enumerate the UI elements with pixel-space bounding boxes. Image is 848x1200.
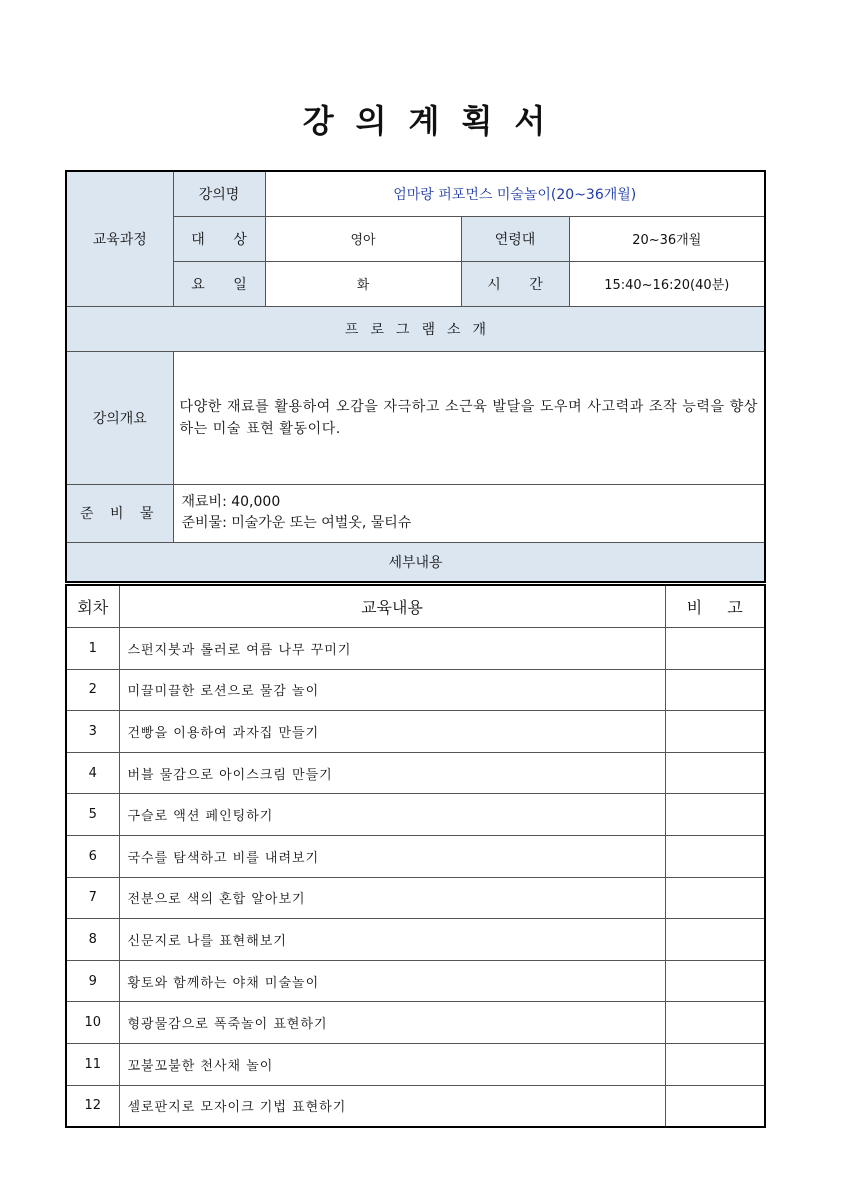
session-note [665,919,765,961]
session-note [665,752,765,794]
session-number: 8 [66,919,119,961]
session-number: 6 [66,835,119,877]
session-number: 9 [66,960,119,1002]
time-label: 시 간 [461,261,569,306]
course-info-table [65,170,766,583]
details-header: 세부내용 [66,542,765,582]
session-number: 7 [66,877,119,919]
session-number: 3 [66,711,119,753]
table-row [66,919,765,961]
session-note [665,1043,765,1085]
overview-label: 강의개요 [66,351,173,484]
session-note [665,794,765,836]
session-number: 11 [66,1043,119,1085]
session-content: 건빵을 이용하여 과자집 만들기 [119,711,665,753]
session-number: 10 [66,1002,119,1044]
col-session-header: 회차 [66,585,119,628]
session-content: 미끌미끌한 로션으로 물감 놀이 [119,669,665,711]
supplies-label: 준 비 물 [66,484,173,542]
session-note [665,628,765,670]
session-content: 전분으로 색의 혼합 알아보기 [119,877,665,919]
course-name-label: 강의명 [173,171,265,216]
table-row [66,752,765,794]
table-row [66,711,765,753]
supplies-cell [173,484,765,542]
program-intro-header: 프로그램소개 [66,306,765,351]
supplies-fee: 재료비: 40,000 [181,494,281,510]
session-content: 황토와 함께하는 야채 미술놀이 [119,960,665,1002]
page-title: 강의계획서 [302,102,568,140]
session-content: 버블 물감으로 아이스크림 만들기 [119,752,665,794]
table-row [66,628,765,670]
session-number: 2 [66,669,119,711]
table-row [66,960,765,1002]
day-value: 화 [265,261,461,306]
session-number: 5 [66,794,119,836]
session-note [665,960,765,1002]
session-content: 국수를 탐색하고 비를 내려보기 [119,835,665,877]
session-number: 4 [66,752,119,794]
session-content: 구슬로 액션 페인팅하기 [119,794,665,836]
session-content: 신문지로 나를 표현해보기 [119,919,665,961]
table-row [66,1043,765,1085]
supplies-items: 준비물: 미술가운 또는 여벌옷, 물티슈 [181,515,412,531]
table-row [66,794,765,836]
course-name-value: 엄마랑 퍼포먼스 미술놀이(20~36개월) [265,171,765,216]
session-content: 형광물감으로 폭죽놀이 표현하기 [119,1002,665,1044]
session-content: 스펀지붓과 롤러로 여름 나무 꾸미기 [119,628,665,670]
age-label: 연령대 [461,216,569,261]
session-note [665,1085,765,1127]
session-content: 셀로판지로 모자이크 기법 표현하기 [119,1085,665,1127]
target-label: 대 상 [173,216,265,261]
table-row [66,669,765,711]
age-value: 20~36개월 [569,216,765,261]
session-note [665,877,765,919]
table-row [66,835,765,877]
session-note [665,669,765,711]
details-table [65,584,766,1128]
col-content-header: 교육내용 [119,585,665,628]
session-note [665,1002,765,1044]
table-row [66,1085,765,1127]
overview-text: 다양한 재료를 활용하여 오감을 자극하고 소근육 발달을 도우며 사고력과 조작 능력을 향상하는 미술 표현 활동이다. [173,351,765,484]
course-section-label: 교육과정 [66,171,173,306]
time-value: 15:40~16:20(40분) [569,261,765,306]
session-number: 12 [66,1085,119,1127]
table-row [66,1002,765,1044]
session-note [665,711,765,753]
col-note-header: 비 고 [665,585,765,628]
table-row [66,877,765,919]
target-value: 영아 [265,216,461,261]
day-label: 요 일 [173,261,265,306]
session-note [665,835,765,877]
session-number: 1 [66,628,119,670]
session-content: 꼬불꼬불한 천사채 놀이 [119,1043,665,1085]
